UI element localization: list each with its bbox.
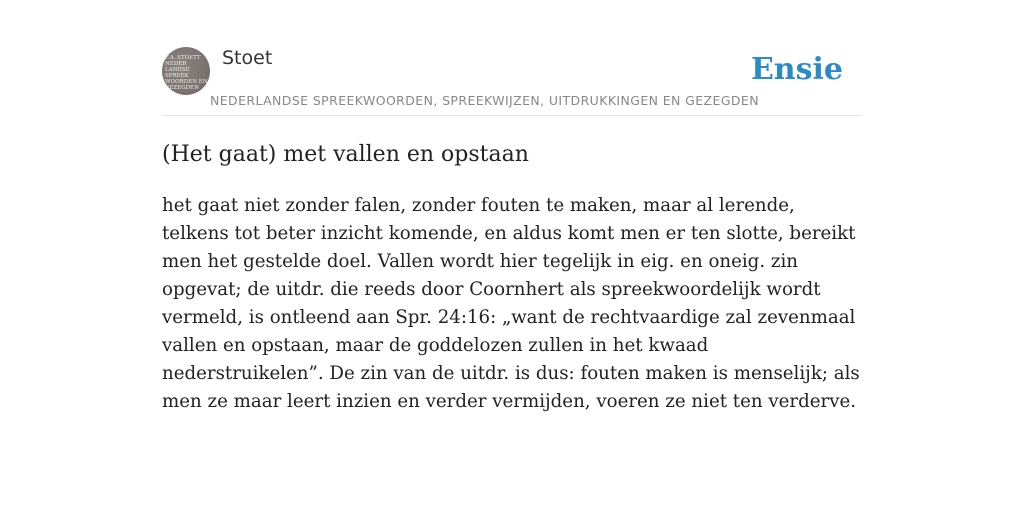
avatar-cover-text (165, 55, 209, 91)
ensie-logo-link[interactable]: Ensie (750, 52, 843, 87)
entry-headword: (Het gaat) met vallen en opstaan (162, 142, 529, 167)
entry-definition: het gaat niet zonder falen, zonder fouten te maken, maar al lerende, telkens tot beter inzicht komende, en aldus komt men er ten slotte, bereikt men het gestelde doel. Vallen wordt hier tegelijk in eig. en oneig. zin opgevat; de uitdr. die reeds door Coornhert als spreekwoordelijk wordt vermeld, is ontleend aan Spr. 24:16: „want de rechtvaardige zal zevenmaal vallen en opstaan, maar de goddelozen zullen in het kwaad nederstruikelen”. De zin van de uitdr. is dus: fouten maken is menselijk; als men ze maar leert inzien en verder vermijden, voeren ze niet ten verderve. (162, 195, 860, 412)
avatar-line: GEZEGDEN (165, 85, 199, 91)
avatar-line: F.A. STOETT (165, 55, 201, 61)
source-header (162, 46, 862, 116)
avatar-line: NEDER (165, 61, 187, 67)
avatar-line: SPREEK (165, 73, 189, 79)
avatar-line: LANDSE (165, 67, 190, 73)
source-avatar[interactable] (162, 47, 210, 95)
source-name-link[interactable]: Stoet (222, 47, 273, 69)
source-subtitle: NEDERLANDSE SPREEKWOORDEN, SPREEKWIJZEN, UITDRUKKINGEN EN GEZEGDEN (210, 93, 759, 108)
avatar-line: WOORDEN EN (165, 79, 208, 85)
